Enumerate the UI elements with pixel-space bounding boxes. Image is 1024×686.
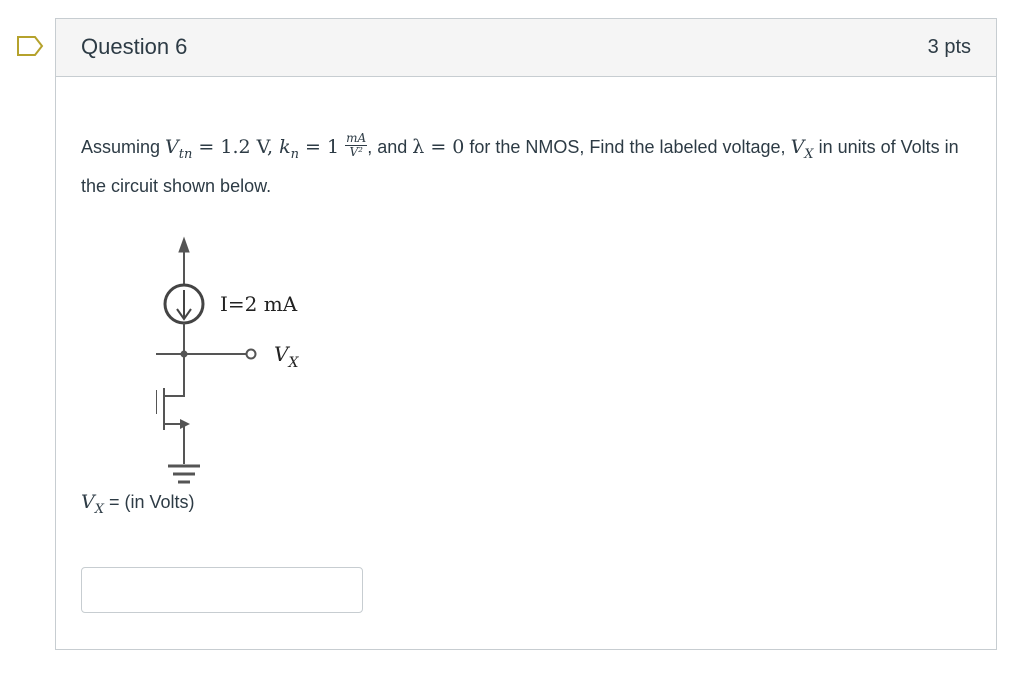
nmos-circuit-diagram [156, 224, 316, 494]
question-card [55, 18, 997, 650]
unit-fraction: $\frac{mA}{\text{V²}}$ [346, 130, 367, 159]
answer-input[interactable] [81, 567, 363, 613]
current-source-label: I=2 mA [220, 292, 298, 316]
question-title: Question 6 [81, 34, 188, 59]
supply-arrow [179, 238, 189, 286]
nmos-transistor [156, 388, 184, 430]
current-source-symbol [165, 285, 203, 323]
question-header [56, 19, 996, 77]
ground-symbol [168, 466, 200, 482]
vx-label: $V_X$ [274, 342, 299, 371]
question-text: Assuming $V_{tn} = 1.2$ V, $k_n = 1$ $\frac{mA}{\text{V²}}$ , and λ = 0 for the NMOS, Find the labeled voltage, $V_X$ in units of Volts in the circuit shown below. [81, 130, 959, 196]
vx-terminal [247, 350, 256, 359]
bookmark-flag-icon[interactable] [16, 35, 44, 57]
answer-label: $V_X = (in$ Volts) [81, 491, 195, 517]
question-points: 3 pts [927, 36, 971, 58]
